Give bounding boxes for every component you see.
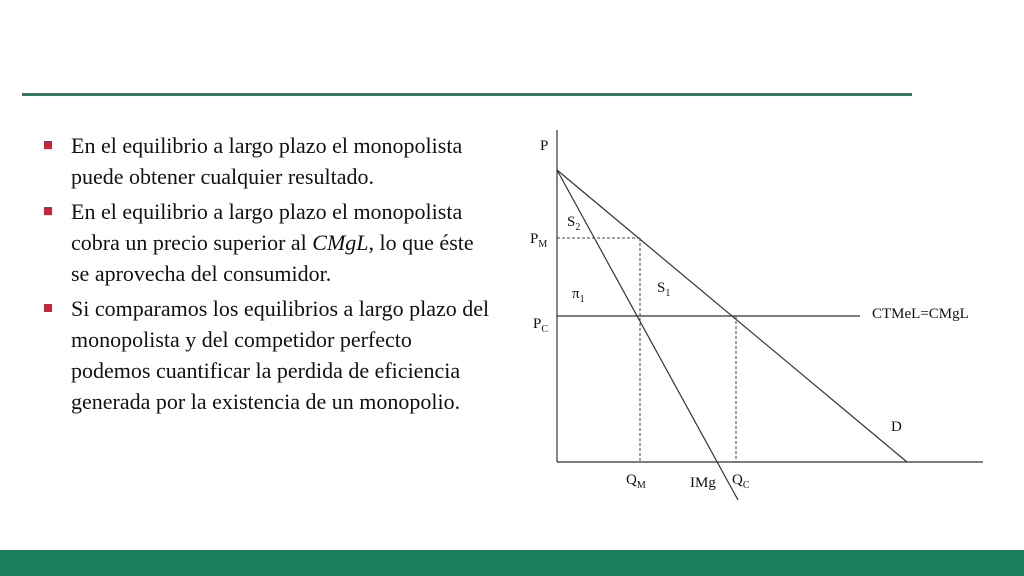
- pc-label: $P_C$: [533, 316, 549, 335]
- img-label: IMg: [690, 475, 716, 491]
- bullet-text-italic: CMgL: [312, 230, 369, 255]
- bullet-square-icon: [44, 304, 52, 312]
- bullet-item: [42, 293, 492, 417]
- bullet-item: [42, 196, 492, 289]
- title-rule: [22, 93, 912, 96]
- bullet-square-icon: [44, 141, 52, 149]
- qm-label: $Q_M$: [626, 472, 646, 491]
- pi1-label: $\pi_1$: [572, 286, 585, 305]
- bullet-text: Si comparamos los equilibrios a largo plazo del monopolista y del competidor perfecto podemos cuantificar la perdida de eficiencia generada por la existencia de un monopolio.: [71, 296, 490, 414]
- bullet-item: [42, 130, 492, 192]
- bullet-list: [42, 130, 492, 421]
- monopoly-equilibrium-diagram: [500, 120, 1000, 510]
- s1-label: $S_1$: [657, 280, 671, 299]
- bullet-square-icon: [44, 207, 52, 215]
- s2-label: $S_2$: [567, 214, 581, 233]
- pm-label: $P_M$: [530, 231, 548, 250]
- cost-label: CTMeL=CMgL: [872, 306, 969, 322]
- qc-label: $Q_C$: [732, 472, 750, 491]
- bullet-text: En el equilibrio a largo plazo el monopolista puede obtener cualquier resultado.: [71, 133, 463, 189]
- footer-bar: [0, 550, 1024, 576]
- axis-p-label: P: [540, 138, 549, 154]
- demand-label: D: [891, 419, 902, 435]
- marginal-revenue-line: [557, 170, 738, 500]
- bullet-text-start: En el equilibrio a largo plazo el monopolista cobra un precio superior al: [71, 199, 463, 255]
- bullet-text-end: , lo que éste se aprovecha del consumidor.: [71, 230, 474, 286]
